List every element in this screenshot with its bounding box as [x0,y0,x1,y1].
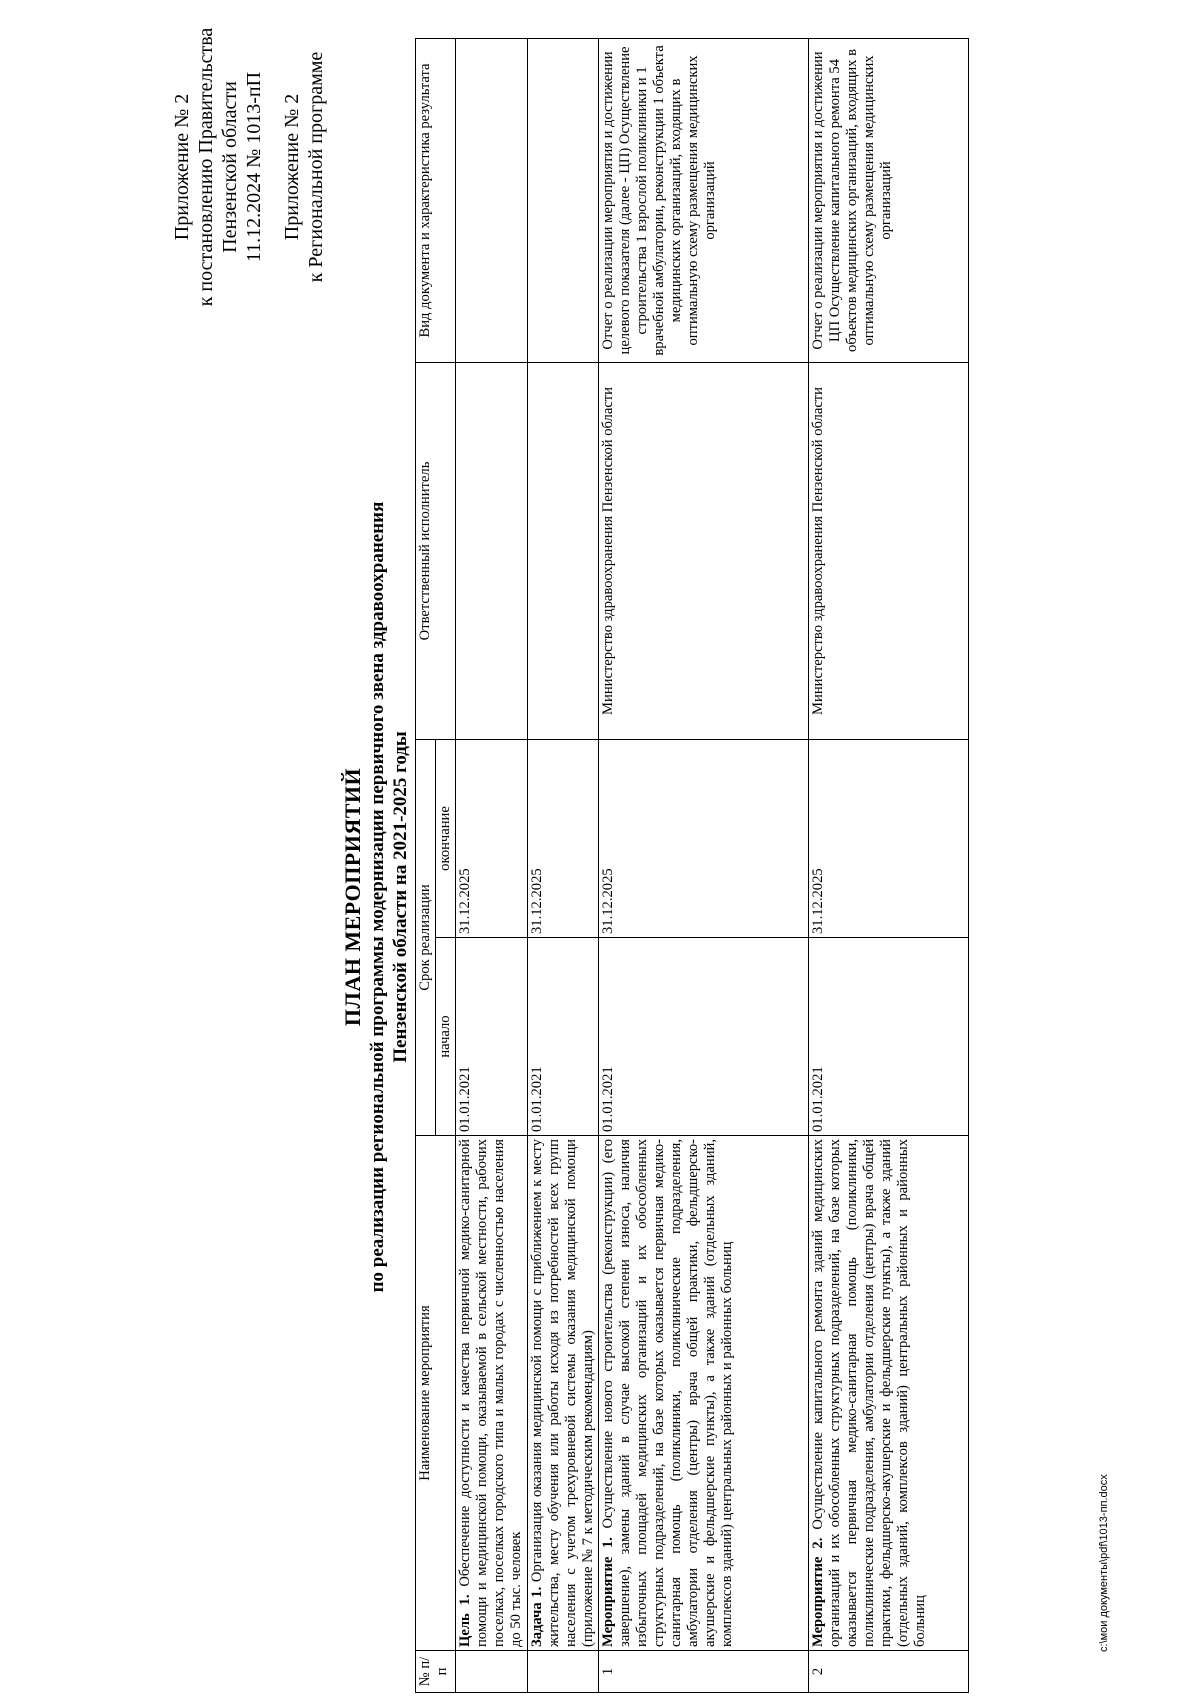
title-subtitle: по реализации региональной программы модернизации первичного звена здравоохранения [367,501,388,1293]
cell-name [528,1136,599,1651]
cell-num: 2 [809,1651,969,1693]
header-responsible: Ответственный исполнитель [416,362,456,739]
cell-name-text: Обеспечение доступности и качества первичной медико-санитарной помощи и медицинской помощи, оказываемой в сельской местности, рабочих поселках, поселках городского типа и малых городах с численностью населения до 50 тыс. человек [457,1139,524,1647]
file-path-footer: c:\мои документы\pdf\1013-пп.docx [1098,1474,1110,1652]
table-row [599,38,809,1692]
header-name: Наименование мероприятия [416,1136,456,1651]
cell-name-text: Осуществление нового строительства (реконструкции) (его завершение), замены зданий в случае высокой степени износа, наличия избыточных площадей медицинских организаций и их обособленных структурных подразделений, на базе которых оказывается первичная медико-санитарная помощь (поликлиники, поликлинические подразделения, амбулатории отделения (центры) врача общей практики, фельдшерско-акушерские и фельдшерские пункты), а также зданий (отдельных зданий, комплексов зданий) центральных районных и районных больниц [600,1138,735,1647]
header-line: Приложение № 2 [281,93,303,241]
cell-start: 01.01.2021 [809,938,969,1136]
table-header-row [416,38,436,1692]
cell-name-bold: Цель 1. [457,1594,473,1647]
cell-end: 31.12.2025 [599,739,809,937]
cell-responsible [528,362,599,739]
table-row [456,38,528,1692]
header-start: начало [436,938,456,1136]
title-subtitle: Пензенской области на 2021-2025 годы [390,731,411,1063]
cell-name-bold: Задача 1. [529,1586,545,1647]
cell-num [456,1651,528,1693]
header-term: Срок реализации [416,739,436,1135]
cell-start: 01.01.2021 [599,938,809,1136]
header-num: № п/п [416,1651,456,1693]
cell-result [456,38,528,362]
cell-responsible: Министерство здравоохранения Пензенской области [809,362,969,739]
cell-start: 01.01.2021 [528,938,599,1136]
cell-end: 31.12.2025 [809,739,969,937]
cell-name-text: Организация оказания медицинской помощи с приближением к месту жительства, месту обучения или работы исходя из потребностей всех групп населения с учетом трехуровневой системы оказания медицинской помощи (приложение № 7 к методическим рекомендациям) [529,1139,596,1647]
cell-start: 01.01.2021 [456,938,528,1136]
cell-name [599,1136,809,1651]
table-row [809,38,969,1692]
header-line: Приложение № 2 [171,93,193,241]
cell-name-bold: Мероприятие 1. [600,1537,616,1647]
cell-name-bold: Мероприятие 2. [810,1537,826,1647]
cell-num [528,1651,599,1693]
cell-name [456,1136,528,1651]
cell-result [528,38,599,362]
cell-result: Отчет о реализации мероприятия и достижении ЦП Осуществление капитального ремонта 54 объектов медицинских организаций, входящих в оптимальную схему размещения медицинских организаций [809,38,969,362]
header-line: к Региональной программе [305,51,327,283]
title-main: ПЛАН МЕРОПРИЯТИЙ [340,767,365,1027]
document-title [340,247,412,1547]
approval-header [170,0,328,357]
header-end: окончание [436,739,456,937]
cell-name-text: Осуществление капитального ремонта зданий медицинских организаций и их обособленных структурных подразделений, на базе которых оказывается первичная медико-санитарная помощь (поликлиники, поликлинические подразделения, амбулатории отделения (центры) врача общей практики, фельдшерско-акушерские и фельдшерские пункты), а также зданий (отдельных зданий, комплексов зданий) центральных районных и районных больниц [810,1139,928,1647]
cell-result: Отчет о реализации мероприятия и достижении целевого показателя (далее - ЦП) Осуществление строительства 1 взрослой поликлиники и 1 врачебной амбулатории, реконструкции 1 объекта медицинских организаций, входящих в оптимальную схему размещения медицинских организаций [599,38,809,362]
cell-num: 1 [599,1651,809,1693]
table-row [528,38,599,1692]
plan-table [415,38,969,1693]
header-line: к постановлению Правительства [195,27,217,307]
cell-responsible [456,362,528,739]
header-result: Вид документа и характеристика результата [416,38,456,362]
cell-end: 31.12.2025 [528,739,599,937]
cell-responsible: Министерство здравоохранения Пензенской области [599,362,809,739]
header-line: Пензенской области [219,81,241,253]
cell-name [809,1136,969,1651]
header-line: 11.12.2024 № 1013-пП [243,71,265,263]
cell-end: 31.12.2025 [456,739,528,937]
